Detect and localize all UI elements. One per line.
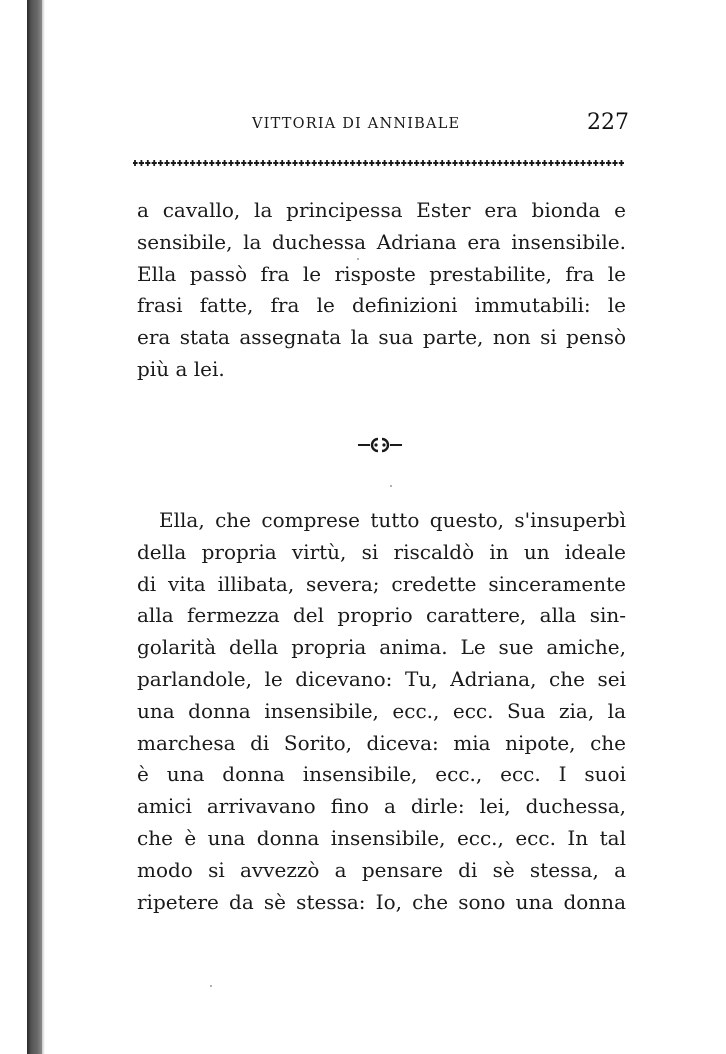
page-number: 227 xyxy=(587,110,629,135)
rule-ornament-mark xyxy=(593,160,598,166)
text-line: a cavallo, la principessa Ester era bionda e xyxy=(137,198,626,222)
rule-ornament-mark xyxy=(606,160,611,166)
rule-ornament-mark xyxy=(280,160,285,166)
text-line: marchesa di Sorito, diceva: mia nipote, che xyxy=(137,730,626,755)
rule-ornament-mark xyxy=(574,160,579,166)
text-line: modo si avvezzò a pensare di sè stessa, a xyxy=(137,857,626,882)
rule-ornament-mark xyxy=(472,160,477,166)
rule-ornament-mark xyxy=(523,160,528,166)
rule-ornament-mark xyxy=(548,160,553,166)
rule-ornament-mark xyxy=(133,160,138,166)
text-line: che è una donna insensibile, ecc., ecc. In tal xyxy=(137,825,626,850)
rule-ornament-mark xyxy=(619,160,624,166)
text-line: una donna insensibile, ecc., ecc. Sua zia, la xyxy=(137,698,626,723)
rule-ornament-mark xyxy=(484,160,489,166)
rule-ornament-mark xyxy=(235,160,240,166)
text-line: Ella passò fra le risposte prestabilite, fra le xyxy=(137,261,626,286)
rule-ornament-mark xyxy=(286,160,291,166)
rule-ornament-mark xyxy=(171,160,176,166)
rule-ornament-mark xyxy=(433,160,438,166)
text-line: amici arrivavano fino a dirle: lei, duchessa, xyxy=(137,794,626,819)
rule-ornament-mark xyxy=(504,160,509,166)
ornamental-rule-icon xyxy=(133,158,626,168)
rule-ornament-mark xyxy=(580,160,585,166)
rule-ornament-mark xyxy=(184,160,189,166)
rule-ornament-mark xyxy=(267,160,272,166)
paper-speck xyxy=(390,485,392,487)
paper-speck xyxy=(210,985,212,987)
rule-ornament-mark xyxy=(363,160,368,166)
rule-ornament-mark xyxy=(529,160,534,166)
rule-ornament-mark xyxy=(318,160,323,166)
rule-ornament-mark xyxy=(292,160,297,166)
rule-ornament-mark xyxy=(337,160,342,166)
rule-ornament-mark xyxy=(401,160,406,166)
text-line: più a lei. xyxy=(137,356,225,381)
rule-ornament-mark xyxy=(612,160,617,166)
rule-ornament-mark xyxy=(312,160,317,166)
rule-ornament-mark xyxy=(254,160,259,166)
rule-ornament-mark xyxy=(145,160,150,166)
rule-ornament-mark xyxy=(388,160,393,166)
rule-ornament-mark xyxy=(465,160,470,166)
paragraph-continued xyxy=(137,195,626,386)
rule-ornament-mark xyxy=(420,160,425,166)
rule-ornament-mark xyxy=(440,160,445,166)
text-line: era stata assegnata la sua parte, non si pensò xyxy=(137,325,626,350)
rule-ornament-mark xyxy=(516,160,521,166)
rule-ornament-mark xyxy=(587,160,592,166)
rule-ornament-mark xyxy=(376,160,381,166)
text-line: sensibile, la duchessa Adriana era insensibile. xyxy=(137,229,626,254)
rule-ornament-mark xyxy=(356,160,361,166)
rule-ornament-mark xyxy=(600,160,605,166)
rule-ornament-mark xyxy=(139,160,144,166)
rule-ornament-mark xyxy=(344,160,349,166)
rule-ornament-mark xyxy=(324,160,329,166)
rule-ornament-mark xyxy=(427,160,432,166)
text-line: ripetere da sè stessa: Io, che sono una donna xyxy=(137,889,626,914)
text-line: della propria virtù, si riscaldò in un ideale xyxy=(137,539,626,564)
text-line: parlandole, le dicevano: Tu, Adriana, che sei xyxy=(137,666,626,691)
rule-ornament-mark xyxy=(331,160,336,166)
rule-ornament-mark xyxy=(555,160,560,166)
text-line: è una donna insensibile, ecc., ecc. I suoi xyxy=(137,762,626,787)
rule-ornament-mark xyxy=(478,160,483,166)
running-head: VITTORIA DI ANNIBALE xyxy=(252,116,461,132)
rule-ornament-mark xyxy=(408,160,413,166)
rule-ornament-mark xyxy=(350,160,355,166)
text-line: Ella, che comprese tutto questo, s'insuperbì xyxy=(159,508,626,532)
rule-ornament-mark xyxy=(190,160,195,166)
rule-ornament-mark xyxy=(452,160,457,166)
rule-ornament-mark xyxy=(228,160,233,166)
rule-ornament-mark xyxy=(369,160,374,166)
fleuron-ornament-icon xyxy=(358,435,402,455)
rule-ornament-mark xyxy=(177,160,182,166)
rule-ornament-mark xyxy=(568,160,573,166)
rule-ornament-mark xyxy=(241,160,246,166)
rule-ornament-mark xyxy=(222,160,227,166)
text-line: golarità della propria anima. Le sue amiche, xyxy=(137,635,626,660)
rule-ornament-mark xyxy=(446,160,451,166)
rule-ornament-mark xyxy=(152,160,157,166)
text-line: alla fermezza del proprio carattere, alla sin- xyxy=(137,603,626,628)
rule-ornament-mark xyxy=(542,160,547,166)
rule-ornament-mark xyxy=(158,160,163,166)
rule-ornament-mark xyxy=(209,160,214,166)
rule-ornament-mark xyxy=(497,160,502,166)
rule-ornament-mark xyxy=(203,160,208,166)
rule-ornament-mark xyxy=(164,160,169,166)
rule-ornament-mark xyxy=(561,160,566,166)
rule-ornament-mark xyxy=(395,160,400,166)
rule-ornament-mark xyxy=(382,160,387,166)
rule-ornament-mark xyxy=(305,160,310,166)
text-line: frasi fatte, fra le definizioni immutabili: le xyxy=(137,293,626,318)
text-line: di vita illibata, severa; credette sinceramente xyxy=(137,571,626,596)
rule-ornament-mark xyxy=(196,160,201,166)
rule-ornament-mark xyxy=(414,160,419,166)
rule-ornament-mark xyxy=(491,160,496,166)
rule-ornament-mark xyxy=(459,160,464,166)
book-binding-edge xyxy=(27,0,42,1054)
rule-ornament-mark xyxy=(248,160,253,166)
rule-ornament-mark xyxy=(536,160,541,166)
paragraph xyxy=(137,505,626,918)
rule-ornament-mark xyxy=(216,160,221,166)
rule-ornament-mark xyxy=(510,160,515,166)
paper-speck xyxy=(357,258,359,260)
rule-ornament-mark xyxy=(299,160,304,166)
rule-ornament-mark xyxy=(260,160,265,166)
rule-ornament-mark xyxy=(273,160,278,166)
